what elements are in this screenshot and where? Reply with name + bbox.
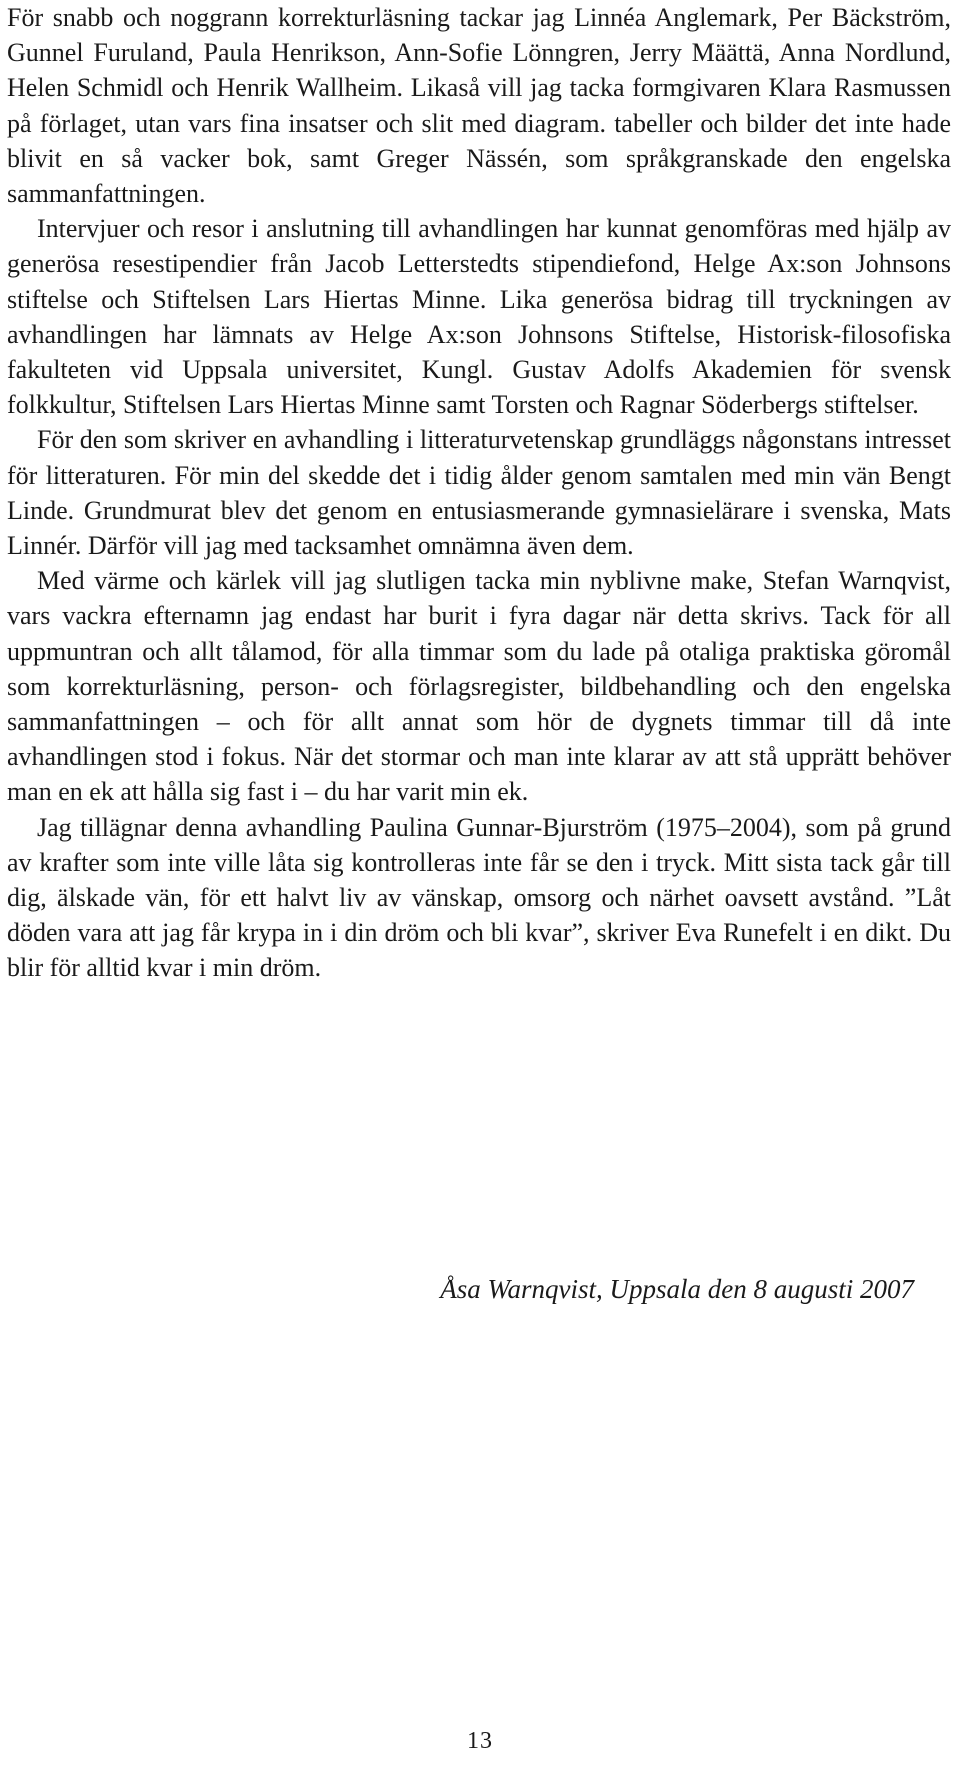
paragraph-funding-thanks: Intervjuer och resor i anslutning till avhandlingen har kunnat genomföras med hjälp av generösa resestipendier från Jacob Letterstedts stipendiefond, Helge Ax:son Johnsons stiftelse och Stiftelsen Lars Hiertas Minne. Lika generösa bidrag till tryckningen av avhandlingen har lämnats av Helge Ax:son Johnsons Stiftelse, Historisk-filosofiska fakulteten vid Uppsala universitet, Kungl. Gustav Adolfs Akademien för svensk folkkultur, Stiftelsen Lars Hiertas Minne samt Torsten och Ragnar Söderbergs stiftelser. <box>7 214 951 420</box>
body-text <box>7 0 951 986</box>
paragraph-literature-interest: För den som skriver en avhandling i litteraturvetenskap grundläggs någonstans intresset för litteraturen. För min del skedde det i tidig ålder genom samtalen med min vän Bengt Linde. Grundmurat blev det genom en entusiasmerande gymnasielärare i svenska, Mats Linnér. Därför vill jag med tacksamhet omnämna även dem. <box>7 425 951 561</box>
paragraph-spouse-thanks: Med värme och kärlek vill jag slutligen tacka min nyblivne make, Stefan Warnqvist, vars vackra efternamn jag endast har burit i fyra dagar när detta skrivs. Tack för all uppmuntran och allt tålamod, för alla timmar som du lade på otaliga praktiska göromål som korrekturläsning, person- och förlagsregister, bildbehandling och den engelska sammanfattningen – och för allt annat som hör de dygnets timmar till då inte avhandlingen stod i fokus. När det stormar och man inte klarar av att stå upprätt behöver man en ek att hålla sig fast i – du har varit min ek. <box>7 566 951 807</box>
page-number: 13 <box>467 1728 493 1754</box>
paragraph-proofreading-thanks: För snabb och noggrann korrekturläsning tackar jag Linnéa Anglemark, Per Bäckström, Gunnel Furuland, Paula Henrikson, Ann-Sofie Lönngren, Jerry Määttä, Anna Nordlund, Helen Schmidl och Henrik Wallheim. Likaså vill jag tacka formgivaren Klara Rasmussen på förlaget, utan vars fina insatser och slit med diagram. tabeller och bilder det inte hade blivit en så vacker bok, samt Greger Nässén, som språkgranskade den engelska sammanfattningen. <box>7 3 951 209</box>
paragraph-dedication: Jag tillägnar denna avhandling Paulina Gunnar-Bjurström (1975–2004), som på grund av krafter som inte ville låta sig kontrolleras inte får se den i tryck. Mitt sista tack går till dig, älskade vän, för ett halvt liv av vänskap, omsorg och närhet oavsett avstånd. ”Låt döden vara att jag får krypa in i din dröm och bli kvar”, skriver Eva Runefelt i en dikt. Du blir för alltid kvar i min dröm. <box>7 812 951 983</box>
signature-line: Åsa Warnqvist, Uppsala den 8 augusti 2007 <box>440 1274 914 1304</box>
